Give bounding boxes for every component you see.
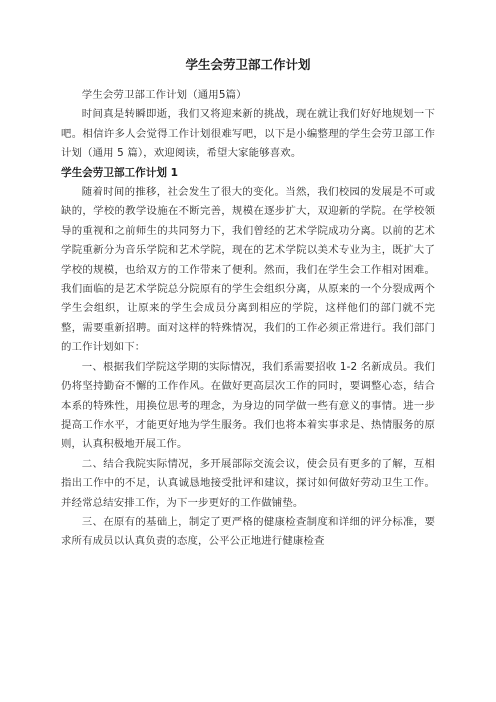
body-paragraph: 学生会劳卫部工作计划（通用5篇） xyxy=(81,89,247,101)
body-paragraph: 二、结合我院实际情况，多开展部际交流会议，使会员有更多的了解，互相指出工作中的不足，认真诚恳地接受批评和建议，探讨如何做好劳动卫生工作。并经常总结安排工作，为下一步更好的工作做铺垫。 xyxy=(61,457,435,509)
document-page xyxy=(61,56,435,552)
document-title: 学生会劳卫部工作计划 xyxy=(185,57,311,72)
body-paragraph: 随着时间的推移，社会发生了很大的变化。当然，我们校园的发展是不可或缺的，学校的教学设施在不断完善，规模在逐步扩大，双迎新的学院。在学校领导的重视和之前师生的共同努力下，我们曾经的艺术学院成功分离。以前的艺术学院重新分为音乐学院和艺术学院，现在的艺术学院以美术专业为主，既扩大了学校的规模，也给双方的工作带来了便利。然而，我们在学生会工作相对困难。我们面临的是艺术学院总分院原有的学生会组织分离，从原来的一个分裂成两个学生会组织，让原来的学生会成员分离到相应的学院，这样他们的部门就不完整，需要重新招聘。面对这样的特殊情况，我们的工作必须正常进行。我们部门的工作计划如下： xyxy=(61,186,435,354)
body-paragraph: 一、根据我们学院这学期的实际情况，我们系需要招收 1-2 名新成员。我们仍将坚持勤奋不懈的工作作风。在做好更高层次工作的同时，要调整心态，结合本系的特殊性，用换位思考的理念，为身边的同学做一些有意义的事情。进一步提高工作水平，才能更好地为学生服务。我们也将本着实事求是、热情服务的原则，认真积极地开展工作。 xyxy=(61,360,435,451)
body-paragraph: 时间真是转瞬即逝，我们又将迎来新的挑战，现在就让我们好好地规划一下吧。相信许多人会觉得工作计划很难写吧，以下是小编整理的学生会劳卫部工作计划（通用 5 篇），欢迎阅读，希望大家能够喜欢。 xyxy=(61,108,435,160)
document-body xyxy=(61,86,435,552)
body-paragraph: 三、在原有的基础上，制定了更严格的健康检查制度和详细的评分标准，要求所有成员以认真负责的态度，公平公正地进行健康检查 xyxy=(61,515,435,548)
section-heading: 学生会劳卫部工作计划 1 xyxy=(61,166,178,179)
